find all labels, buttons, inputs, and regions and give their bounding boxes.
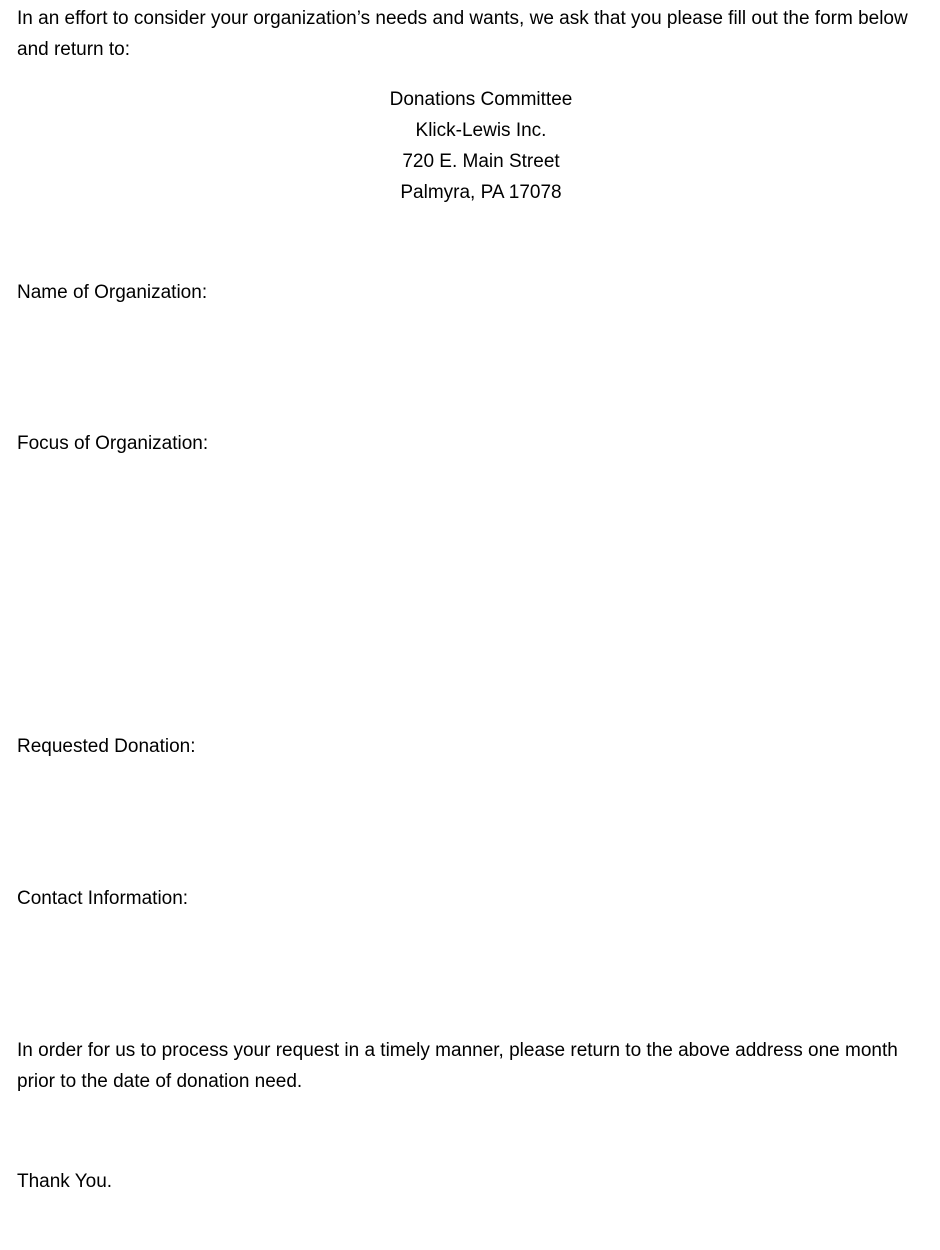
address-line-company: Klick-Lewis Inc. [415,120,547,141]
address-line-committee: Donations Committee [389,89,573,110]
mailing-address [0,84,940,208]
address-line-street: 720 E. Main Street [402,151,560,172]
address-line-city: Palmyra, PA 17078 [400,182,562,203]
thank-you-text: Thank You. [17,1171,113,1192]
contact-information-label: Contact Information: [17,888,189,909]
organization-focus-label: Focus of Organization: [17,433,209,454]
organization-name-label: Name of Organization: [17,282,208,303]
intro-paragraph: In an effort to consider your organization’s needs and wants, we ask that you please fill out the form below and return to: [17,8,908,60]
requested-donation-label: Requested Donation: [17,736,196,757]
closing-paragraph: In order for us to process your request in a timely manner, please return to the above address one month prior to the date of donation need. [17,1040,898,1092]
